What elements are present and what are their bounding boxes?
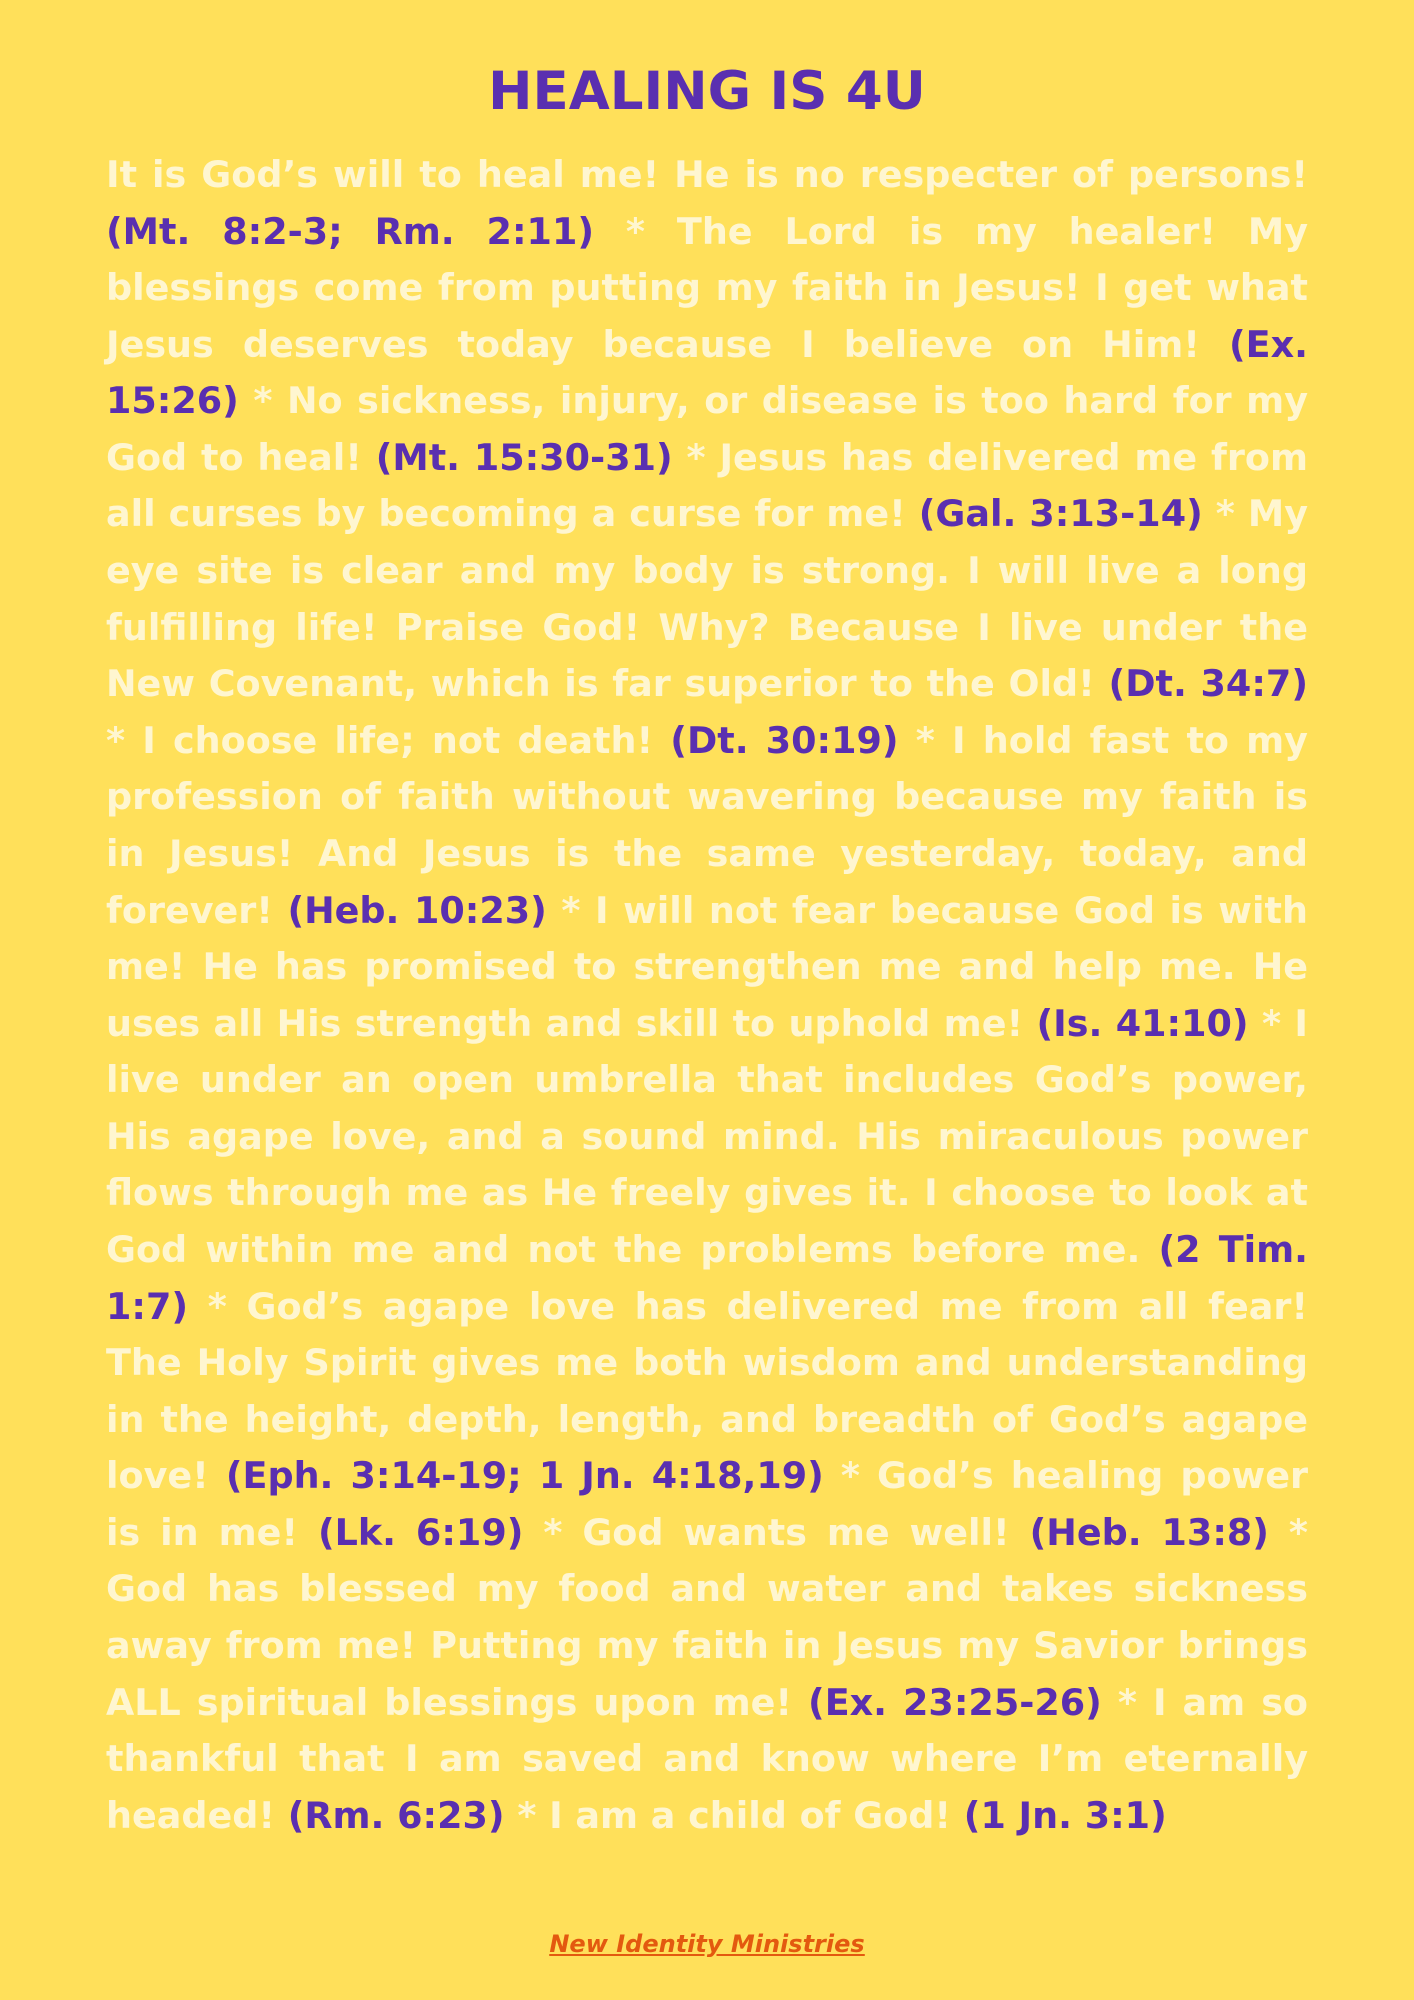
affirmation-text: * God’s agape love has delivered me from all fear! The Holy Spirit gives me both wisdom and understanding in the height, depth, length, and breadth of God’s agape love!	[106, 1284, 1308, 1498]
scripture-reference: (Heb. 10:23)	[287, 888, 547, 932]
scripture-reference: (Gal. 3:13-14)	[918, 492, 1203, 536]
scripture-reference: (Mt. 8:2-3; Rm. 2:11)	[106, 209, 595, 253]
affirmation-text: * I hold fast to my profession of faith without wavering because my faith is in Jesus! And Jesus is the same yesterday, today, and forever!	[106, 718, 1308, 932]
scripture-reference: (Ex. 23:25-26)	[808, 1680, 1102, 1724]
scripture-reference: (1 Jn. 3:1)	[963, 1793, 1167, 1837]
scripture-reference: (Lk. 6:19)	[317, 1510, 524, 1554]
affirmation-text: * I am so thankful that I am saved and know where I’m eternally headed!	[106, 1680, 1308, 1837]
affirmation-text: * Jesus has delivered me from all curses by becoming a curse for me!	[106, 435, 1308, 536]
affirmation-text: * I live under an open umbrella that includes God’s power, His agape love, and a sound mind. His miraculous power flows through me as He freely gives it. I choose to look at God within me and not the problems before me.	[106, 1001, 1308, 1271]
scripture-reference: (Mt. 15:30-31)	[375, 435, 673, 479]
page-title: HEALING IS 4U	[488, 61, 926, 122]
affirmation-text: * My eye site is clear and my body is strong. I will live a long fulfilling life! Praise God! Why? Because I live under the New Covenant, which is far superior to the Old!	[106, 492, 1308, 706]
affirmation-text: It is God’s will to heal me! He is no respecter of persons!	[106, 153, 1308, 196]
affirmation-text: * I am a child of God!	[504, 1793, 964, 1837]
affirmation-text: * God’s healing power is in me!	[106, 1454, 1309, 1554]
affirmation-paragraph	[106, 147, 1308, 1844]
scripture-reference: (Heb. 13:8)	[1029, 1510, 1269, 1554]
affirmation-text: * God has blessed my food and water and takes sickness away from me! Putting my faith in Jesus my Savior brings ALL spiritual blessings upon me!	[106, 1510, 1309, 1724]
scripture-reference: (Ex. 15:26)	[106, 322, 1308, 423]
scripture-reference: (2 Tim. 1:7)	[106, 1227, 1308, 1328]
scripture-reference: (Eph. 3:14-19; 1 Jn. 4:18,19)	[225, 1454, 824, 1498]
ministry-link[interactable]: New Identity Ministries	[549, 1930, 865, 1958]
scripture-reference: (Dt. 34:7)	[1108, 662, 1309, 706]
scripture-reference: (Rm. 6:23)	[287, 1793, 505, 1837]
scripture-reference: (Dt. 30:19)	[670, 718, 899, 762]
affirmation-text: * The Lord is my healer! My blessings come from putting my faith in Jesus! I get what Jesus deserves today because I believe on Him!	[106, 209, 1308, 366]
affirmation-text: * I choose life; not death!	[106, 718, 671, 762]
scripture-reference: (Is. 41:10)	[1036, 1001, 1249, 1045]
affirmation-text: * No sickness, injury, or disease is too hard for my God to heal!	[106, 379, 1308, 479]
footer	[0, 1930, 1414, 1958]
affirmation-text: * I will not fear because God is with me! He has promised to strengthen me and help me. He uses all His strength and skill to uphold me!	[106, 888, 1308, 1045]
affirmation-text: * God wants me well!	[523, 1510, 1030, 1554]
